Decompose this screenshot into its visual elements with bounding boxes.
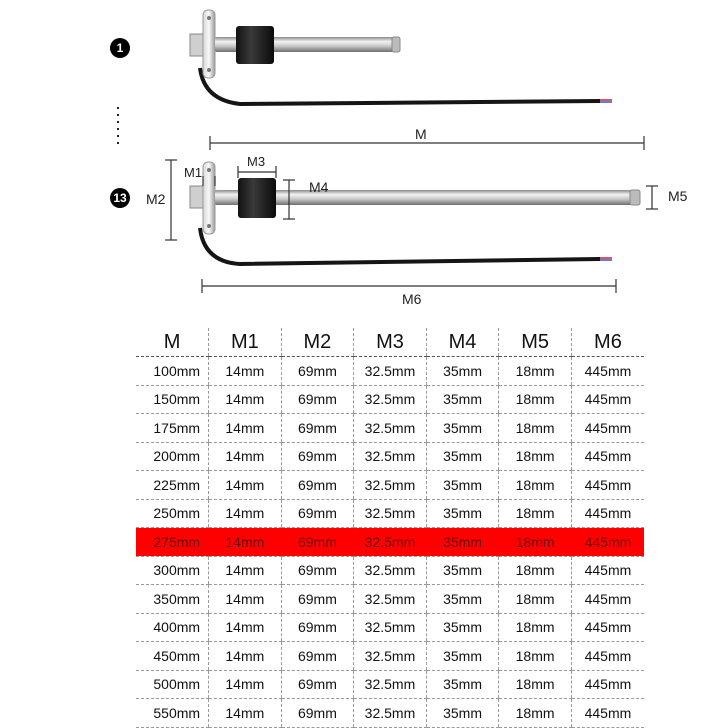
- cell-m6: 445mm: [571, 670, 644, 699]
- cell-m5: 18mm: [499, 442, 572, 471]
- cell-m1: 14mm: [209, 528, 282, 557]
- cell-m1: 14mm: [209, 442, 282, 471]
- sensor-short: [190, 10, 612, 104]
- cell-m2: 69mm: [281, 556, 354, 585]
- ellipsis-dots: [117, 107, 119, 144]
- sensor-diagram: [0, 0, 720, 320]
- cell-m6: 445mm: [571, 385, 644, 414]
- column-header-m: M: [136, 328, 209, 357]
- cell-m3: 32.5mm: [354, 556, 427, 585]
- cell-m4: 35mm: [426, 357, 499, 386]
- cell-m5: 18mm: [499, 556, 572, 585]
- cell-m3: 32.5mm: [354, 670, 427, 699]
- cell-m4: 35mm: [426, 528, 499, 557]
- table-row-highlighted: [136, 528, 644, 557]
- cell-m4: 35mm: [426, 442, 499, 471]
- cell-m5: 18mm: [499, 670, 572, 699]
- cell-m1: 14mm: [209, 585, 282, 614]
- cell-m: 225mm: [136, 471, 209, 500]
- cell-m1: 14mm: [209, 357, 282, 386]
- cell-m: 400mm: [136, 613, 209, 642]
- cell-m5: 18mm: [499, 613, 572, 642]
- cell-m2: 69mm: [281, 471, 354, 500]
- sensor-long: [190, 162, 640, 264]
- cell-m4: 35mm: [426, 471, 499, 500]
- cell-m: 275mm: [136, 528, 209, 557]
- cell-m1: 14mm: [209, 385, 282, 414]
- cell-m2: 69mm: [281, 642, 354, 671]
- table-row: [136, 357, 644, 386]
- cell-m: 175mm: [136, 414, 209, 443]
- cell-m1: 14mm: [209, 414, 282, 443]
- cell-m5: 18mm: [499, 499, 572, 528]
- table-row: [136, 414, 644, 443]
- cell-m6: 445mm: [571, 528, 644, 557]
- cell-m: 300mm: [136, 556, 209, 585]
- cell-m6: 445mm: [571, 442, 644, 471]
- cell-m5: 18mm: [499, 385, 572, 414]
- cell-m: 500mm: [136, 670, 209, 699]
- sensor-drawing: [0, 0, 720, 320]
- dim-label-m: M: [415, 126, 427, 142]
- column-header-m4: M4: [426, 328, 499, 357]
- cell-m1: 14mm: [209, 556, 282, 585]
- cell-m3: 32.5mm: [354, 442, 427, 471]
- table-row: [136, 642, 644, 671]
- cell-m6: 445mm: [571, 471, 644, 500]
- dim-label-m1: M1: [184, 165, 203, 180]
- cell-m6: 445mm: [571, 414, 644, 443]
- cell-m6: 445mm: [571, 699, 644, 728]
- cell-m: 450mm: [136, 642, 209, 671]
- cell-m4: 35mm: [426, 613, 499, 642]
- cell-m2: 69mm: [281, 442, 354, 471]
- cell-m5: 18mm: [499, 642, 572, 671]
- cell-m4: 35mm: [426, 670, 499, 699]
- cell-m6: 445mm: [571, 556, 644, 585]
- cell-m2: 69mm: [281, 699, 354, 728]
- cell-m: 350mm: [136, 585, 209, 614]
- table-row: [136, 385, 644, 414]
- cell-m2: 69mm: [281, 585, 354, 614]
- dim-label-m4: M4: [309, 179, 329, 195]
- dim-label-m2: M2: [146, 191, 166, 207]
- cell-m5: 18mm: [499, 528, 572, 557]
- column-header-m3: M3: [354, 328, 427, 357]
- cell-m2: 69mm: [281, 357, 354, 386]
- cell-m5: 18mm: [499, 699, 572, 728]
- cell-m1: 14mm: [209, 471, 282, 500]
- cell-m2: 69mm: [281, 670, 354, 699]
- table-row: [136, 556, 644, 585]
- table-header-row: [136, 328, 644, 357]
- table-row: [136, 670, 644, 699]
- cell-m2: 69mm: [281, 613, 354, 642]
- cell-m3: 32.5mm: [354, 385, 427, 414]
- table-row: [136, 499, 644, 528]
- cell-m5: 18mm: [499, 585, 572, 614]
- cell-m4: 35mm: [426, 585, 499, 614]
- cell-m4: 35mm: [426, 414, 499, 443]
- column-header-m5: M5: [499, 328, 572, 357]
- cell-m3: 32.5mm: [354, 471, 427, 500]
- cell-m2: 69mm: [281, 385, 354, 414]
- cell-m: 250mm: [136, 499, 209, 528]
- cell-m5: 18mm: [499, 414, 572, 443]
- cell-m3: 32.5mm: [354, 528, 427, 557]
- dim-label-m6: M6: [402, 291, 422, 307]
- column-header-m1: M1: [209, 328, 282, 357]
- cell-m3: 32.5mm: [354, 585, 427, 614]
- cell-m4: 35mm: [426, 556, 499, 585]
- cell-m1: 14mm: [209, 670, 282, 699]
- cell-m3: 32.5mm: [354, 699, 427, 728]
- cell-m1: 14mm: [209, 613, 282, 642]
- cell-m1: 14mm: [209, 699, 282, 728]
- table-row: [136, 442, 644, 471]
- cell-m2: 69mm: [281, 414, 354, 443]
- cell-m3: 32.5mm: [354, 642, 427, 671]
- table-row: [136, 699, 644, 728]
- bullet-first: 1: [110, 38, 130, 58]
- cell-m6: 445mm: [571, 499, 644, 528]
- cell-m: 100mm: [136, 357, 209, 386]
- cell-m6: 445mm: [571, 642, 644, 671]
- dim-label-m3: M3: [247, 154, 266, 169]
- cell-m4: 35mm: [426, 699, 499, 728]
- table-row: [136, 585, 644, 614]
- cell-m1: 14mm: [209, 499, 282, 528]
- bullet-last: 13: [110, 188, 130, 208]
- table-row: [136, 613, 644, 642]
- cell-m4: 35mm: [426, 385, 499, 414]
- cell-m3: 32.5mm: [354, 357, 427, 386]
- cell-m: 150mm: [136, 385, 209, 414]
- cell-m5: 18mm: [499, 357, 572, 386]
- column-header-m6: M6: [571, 328, 644, 357]
- cell-m2: 69mm: [281, 499, 354, 528]
- size-spec-table: [136, 328, 644, 728]
- cell-m6: 445mm: [571, 585, 644, 614]
- cell-m5: 18mm: [499, 471, 572, 500]
- cell-m: 550mm: [136, 699, 209, 728]
- cell-m3: 32.5mm: [354, 499, 427, 528]
- cell-m2: 69mm: [281, 528, 354, 557]
- cell-m3: 32.5mm: [354, 414, 427, 443]
- cell-m6: 445mm: [571, 613, 644, 642]
- cell-m4: 35mm: [426, 499, 499, 528]
- table-row: [136, 471, 644, 500]
- cell-m: 200mm: [136, 442, 209, 471]
- cell-m6: 445mm: [571, 357, 644, 386]
- cell-m3: 32.5mm: [354, 613, 427, 642]
- cell-m4: 35mm: [426, 642, 499, 671]
- dim-label-m5: M5: [668, 188, 688, 204]
- cell-m1: 14mm: [209, 642, 282, 671]
- column-header-m2: M2: [281, 328, 354, 357]
